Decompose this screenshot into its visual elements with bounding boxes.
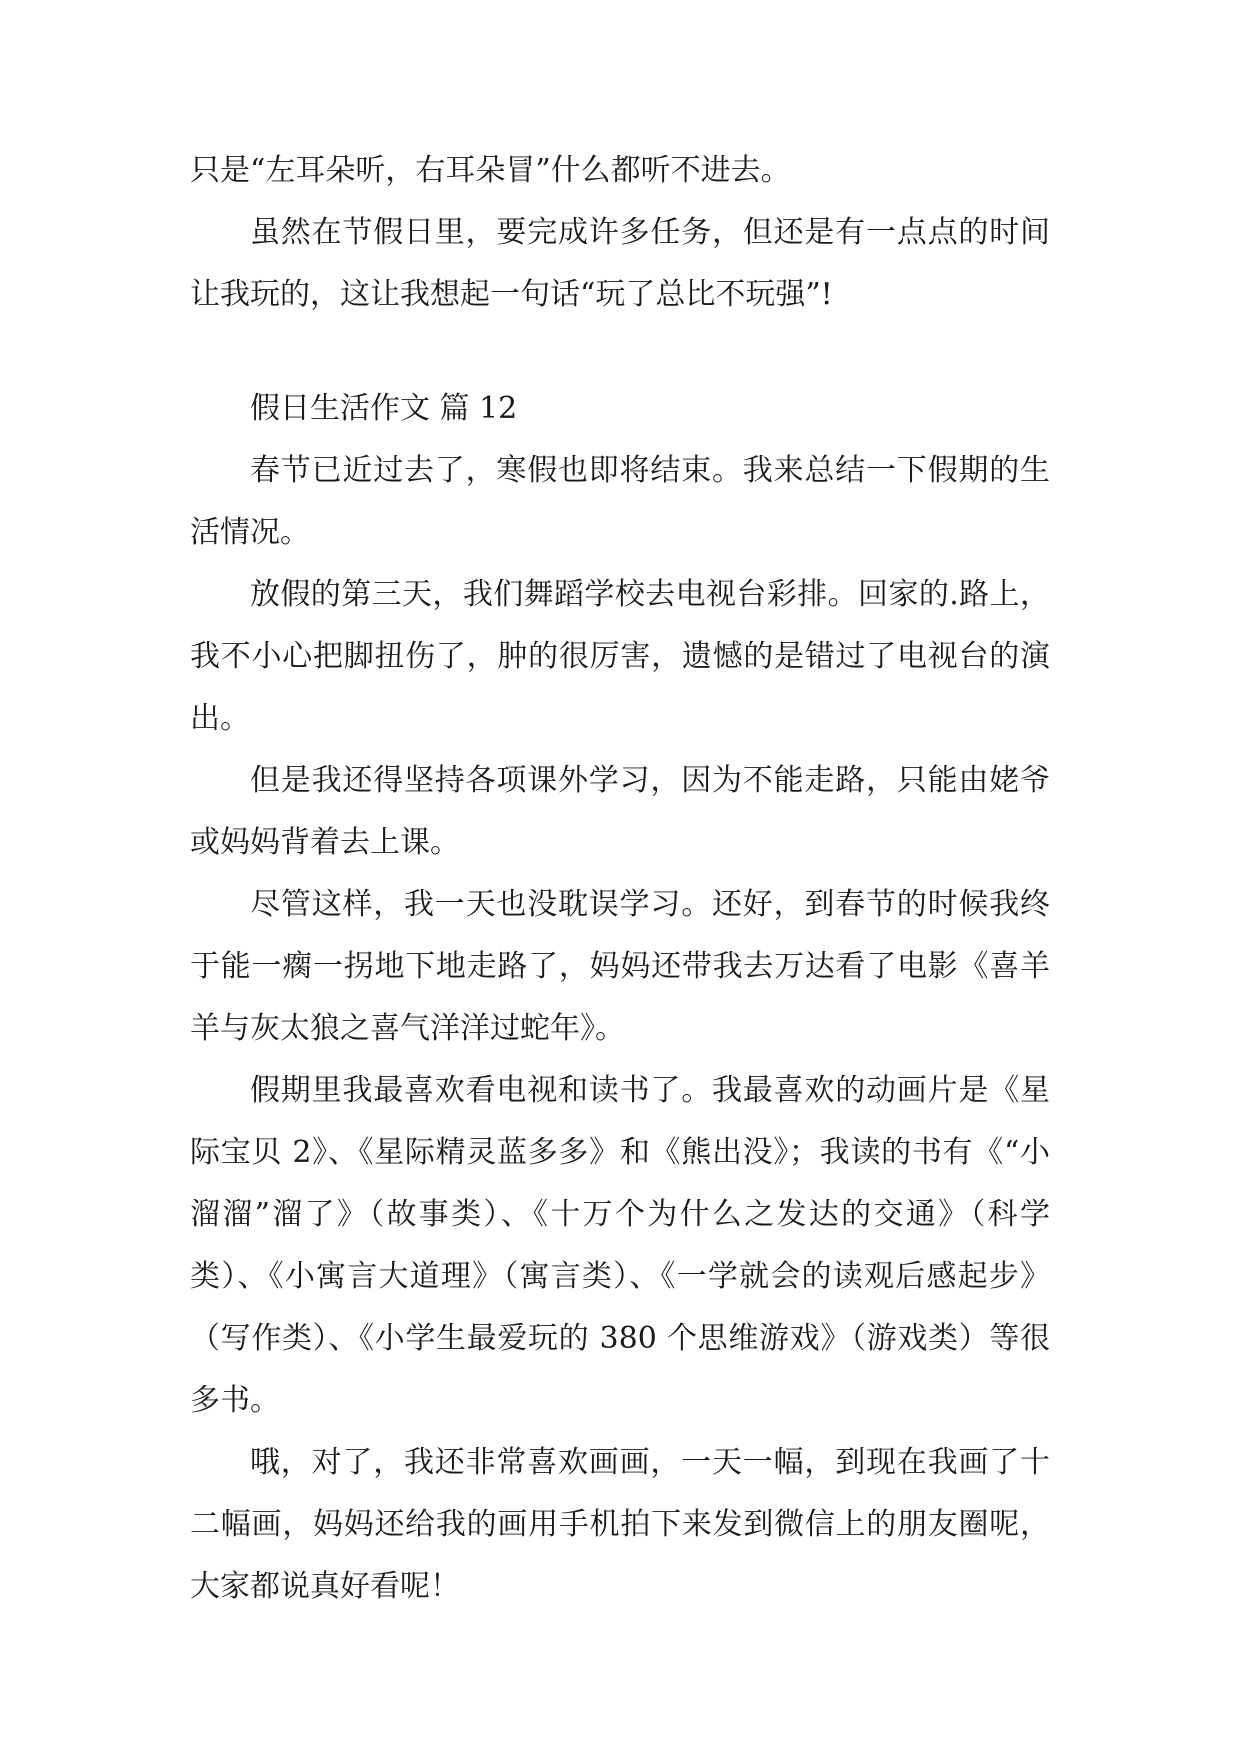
paragraph: 虽然在节假日里，要完成许多任务，但还是有一点点的时间让我玩的，这让我想起一句话“玩了总比不玩强”!: [190, 215, 1050, 312]
section-heading: 假日生活作文 篇 12: [250, 391, 518, 426]
paragraph: 春节已近过去了，寒假也即将结束。我来总结一下假期的生活情况。: [190, 453, 1050, 550]
paragraph-continuation: 只是“左耳朵听，右耳朵冒”什么都听不进去。: [190, 153, 791, 188]
paragraph: 放假的第三天，我们舞蹈学校去电视台彩排。回家的.路上，我不小心把脚扭伤了，肿的很厉害，遗憾的是错过了电视台的演出。: [190, 577, 1050, 736]
document-page: [190, 140, 1050, 1618]
paragraph: 哦，对了，我还非常喜欢画画，一天一幅，到现在我画了十二幅画，妈妈还给我的画用手机拍下来发到微信上的朋友圈呢，大家都说真好看呢！: [190, 1445, 1050, 1604]
paragraph: 但是我还得坚持各项课外学习，因为不能走路，只能由姥爷或妈妈背着去上课。: [190, 763, 1050, 860]
paragraph: 假期里我最喜欢看电视和读书了。我最喜欢的动画片是《星际宝贝 2》、《星际精灵蓝多多》和《熊出没》；我读的书有《“小溜溜”溜了》（故事类）、《十万个为什么之发达的交通》（科学类）、《小寓言大道理》（寓言类）、《一学就会的读观后感起步》（写作类）、《小学生最爱玩的 380 个思维游戏》（游戏类）等很多书。: [190, 1073, 1050, 1418]
paragraph: 尽管这样，我一天也没耽误学习。还好，到春节的时候我终于能一瘸一拐地下地走路了，妈妈还带我去万达看了电影《喜羊羊与灰太狼之喜气洋洋过蛇年》。: [190, 887, 1050, 1046]
